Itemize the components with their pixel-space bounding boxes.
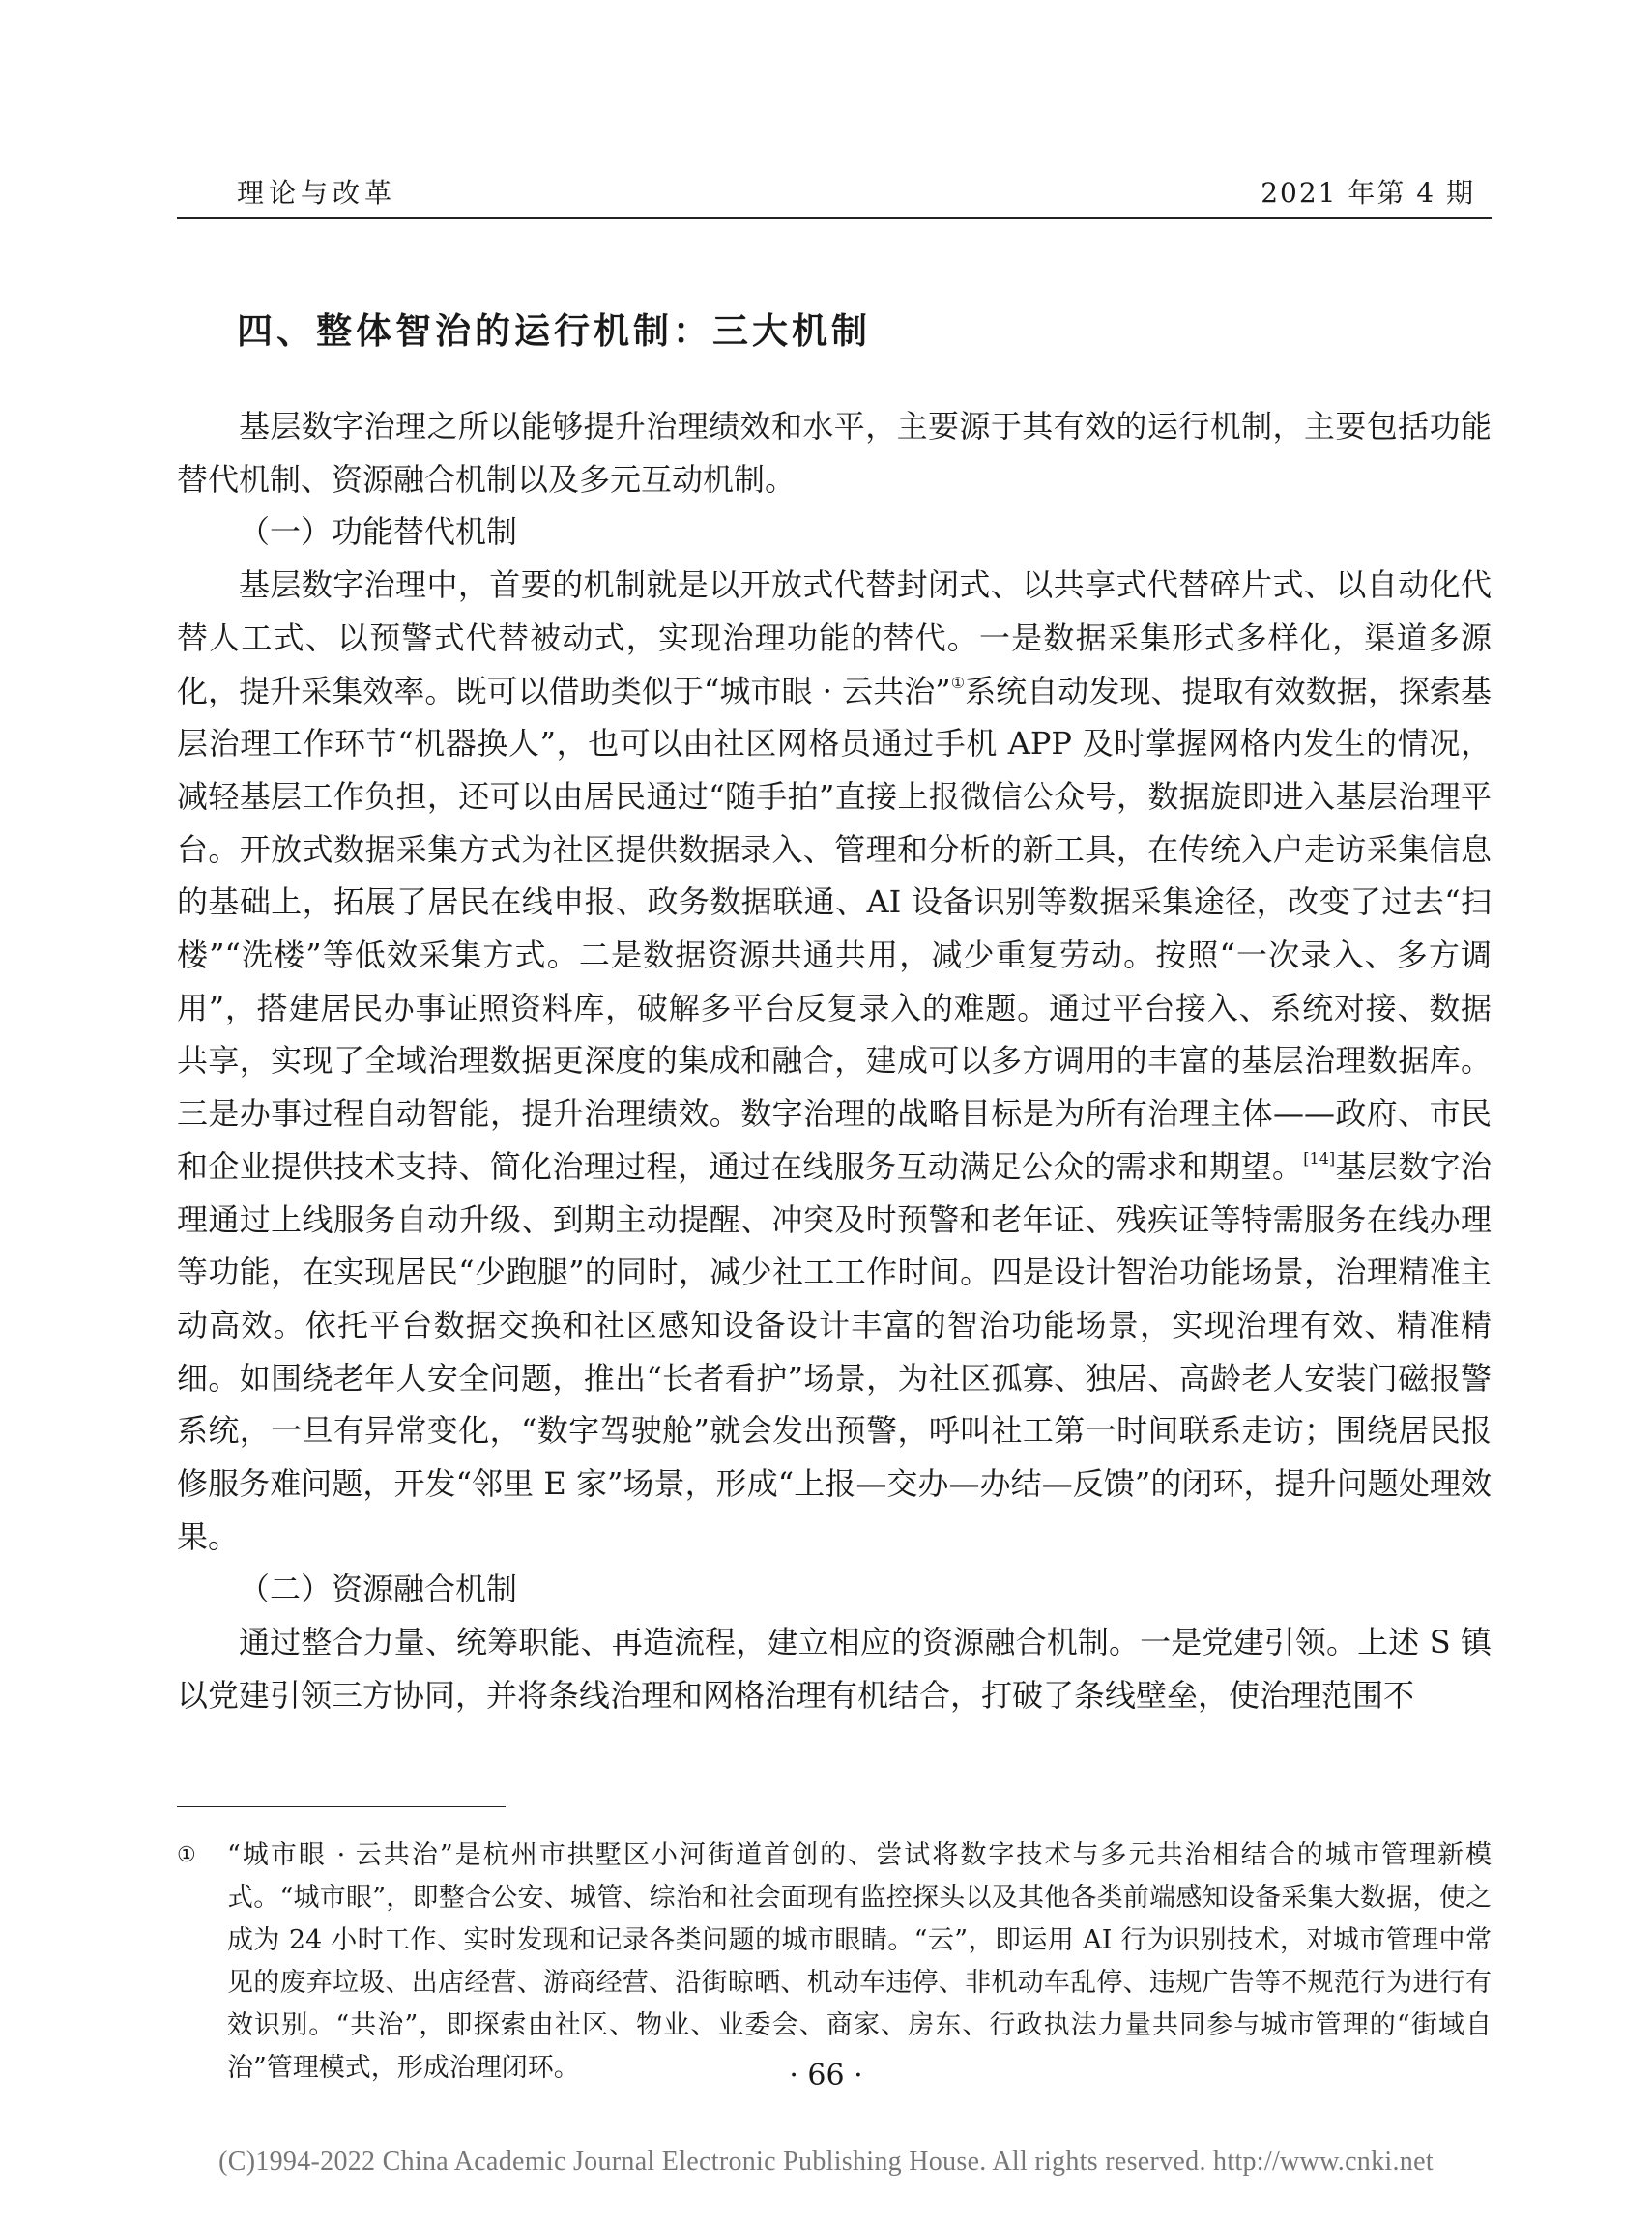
citation-reference[interactable]: [14] xyxy=(1303,1148,1336,1168)
issue-label: 2021 年第 4 期 xyxy=(1261,177,1475,209)
footnote-reference[interactable]: ① xyxy=(950,673,966,692)
paragraph-text: 基层数字治理中，首要的机制就是以开放式代替封闭式、以共享式代替碎片式、以自动化代替人工式、以预警式代替被动式，实现治理功能的替代。一是数据采集形式多样化，渠道多源化，提升采集效率。既可以借助类似于“城市眼 · 云共治” xyxy=(177,566,1492,709)
section-title: 四、整体智治的运行机制：三大机制 xyxy=(237,310,871,352)
paragraph-text: 基层数字治理通过上线服务自动升级、到期主动提醒、冲突及时预警和老年证、残疾证等特需服务在线办理等功能，在实现居民“少跑腿”的同时，减少社工工作时间。四是设计智治功能场景，治理精准主动高效。依托平台数据交换和社区感知设备设计丰富的智治功能场景，实现治理有效、精准精细。如围绕老年人安全问题，推出“长者看护”场景，为社区孤寡、独居、高龄老人安装门磁报警系统，一旦有异常变化，“数字驾驶舱”就会发出预警，呼叫社工第一时间联系走访；围绕居民报修服务难问题，开发“邻里 E 家”场景，形成“上报—交办—办结—反馈”的闭环，提升问题处理效果。 xyxy=(177,1147,1492,1555)
footnote xyxy=(177,1834,1492,2090)
journal-name: 理论与改革 xyxy=(237,177,397,209)
copyright-line: (C)1994-2022 China Academic Journal Electronic Publishing House. All rights reserved. http://www.cnki.net xyxy=(218,2147,1434,2177)
page-number: · 66 · xyxy=(789,2059,863,2092)
intro-paragraph: 基层数字治理之所以能够提升治理绩效和水平，主要源于其有效的运行机制，主要包括功能替代机制、资源融合机制以及多元互动机制。 xyxy=(177,408,1492,498)
body-text xyxy=(177,400,1492,1722)
header-divider xyxy=(177,217,1492,219)
footnote-divider xyxy=(177,1806,506,1807)
subsection-heading-2: （二）资源融合机制 xyxy=(239,1571,518,1608)
subsection-heading-1: （一）功能替代机制 xyxy=(239,513,518,551)
footnote-text: “城市眼 · 云共治”是杭州市拱墅区小河街道首创的、尝试将数字技术与多元共治相结合的城市管理新模式。“城市眼”，即整合公安、城管、综治和社会面现有监控探头以及其他各类前端感知设备采集大数据，使之成为 24 小时工作、实时发现和记录各类问题的城市眼睛。“云”，即运用 AI 行为识别技术，对城市管理中常见的废弃垃圾、出店经营、游商经营、沿街晾晒、机动车违停、非机动车乱停、违规广告等不规范行为进行有效识别。“共治”，即探索由社区、物业、业委会、商家、房东、行政执法力量共同参与城市管理的“街域自治”管理模式，形成治理闭环。 xyxy=(227,1840,1492,2083)
paragraph-function-substitution xyxy=(177,559,1492,1563)
paragraph-resource-integration: 通过整合力量、统筹职能、再造流程，建立相应的资源融合机制。一是党建引领。上述 S 镇以党建引领三方协同，并将条线治理和网格治理有机结合，打破了条线壁垒，使治理范围不 xyxy=(177,1624,1492,1714)
paragraph-text: 系统自动发现、提取有效数据，探索基层治理工作环节“机器换人”，也可以由社区网格员通过手机 APP 及时掌握网格内发生的情况，减轻基层工作负担，还可以由居民通过“随手拍”直接上报微信公众号，数据旋即进入基层治理平台。开放式数据采集方式为社区提供数据录入、管理和分析的新工具，在传统入户走访采集信息的基础上，拓展了居民在线申报、政务数据联通、AI 设备识别等数据采集途径，改变了过去“扫楼”“洗楼”等低效采集方式。二是数据资源共通共用，减少重复劳动。按照“一次录入、多方调用”，搭建居民办事证照资料库，破解多平台反复录入的难题。通过平台接入、系统对接、数据共享，实现了全域治理数据更深度的集成和融合，建成可以多方调用的丰富的基层治理数据库。三是办事过程自动智能，提升治理绩效。数字治理的战略目标是为所有治理主体——政府、市民和企业提供技术支持、简化治理过程，通过在线服务互动满足公众的需求和期望。 xyxy=(177,672,1492,1185)
footnote-marker: ① xyxy=(177,1843,196,1867)
